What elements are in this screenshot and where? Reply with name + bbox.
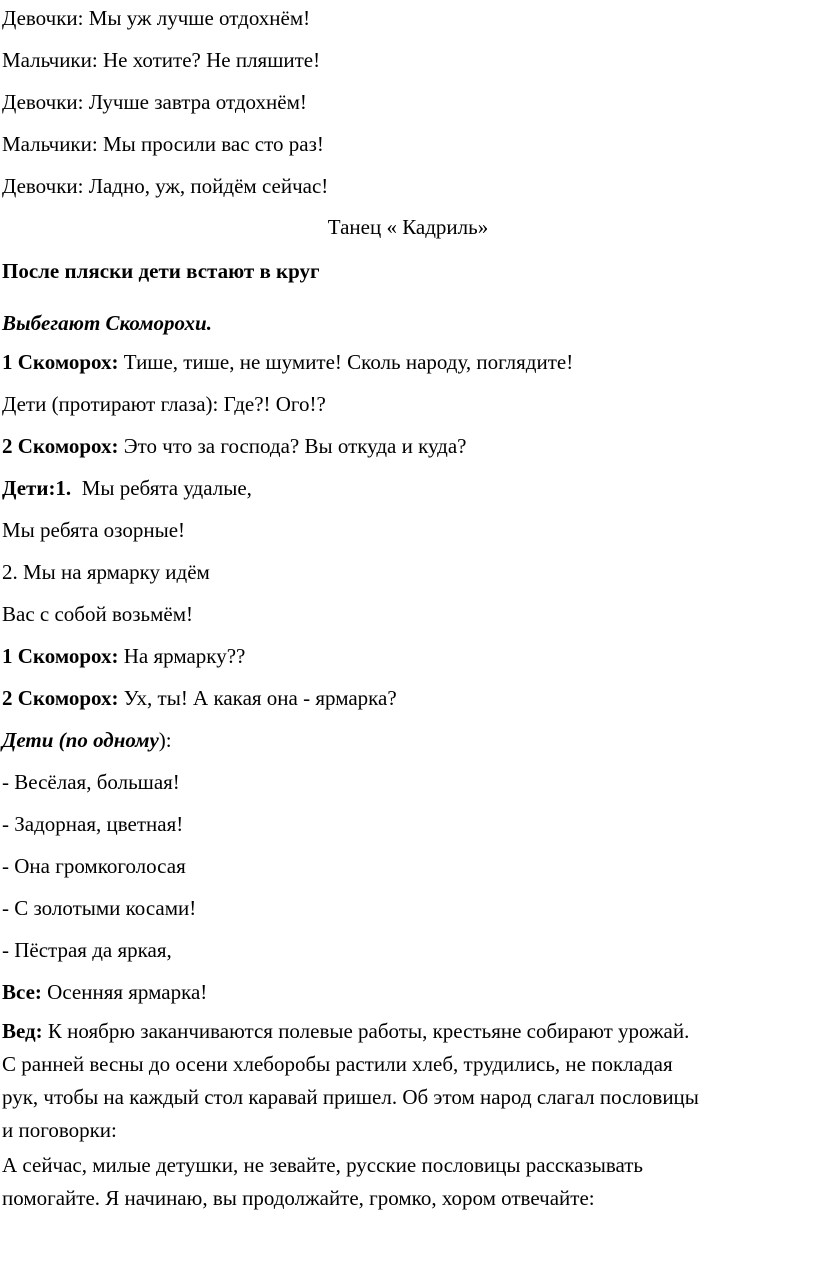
closing-paragraph-line: А сейчас, милые детушки, не зевайте, русские пословицы рассказывать (2, 1153, 644, 1177)
text-line: Девочки: Мы уж лучше отдохнём! (2, 6, 311, 30)
dialogue-text: Тише, тише, не шумите! Сколь народу, поглядите! (118, 350, 574, 374)
speaker-name: Дети:1. (2, 476, 72, 500)
stage-direction-text: После пляски дети встают в круг (2, 259, 320, 283)
dialogue-line (2, 601, 193, 627)
dialogue-text: Ух, ты! А какая она - ярмарка? (118, 686, 397, 710)
dialogue-line (2, 349, 573, 375)
dance-title: Танец « Кадриль» (327, 215, 489, 239)
speaker-name: 1 Скоморох: (2, 350, 119, 374)
host-paragraph (2, 1015, 816, 1147)
dialogue-text: Дети (протирают глаза): Где?! Ого!? (2, 392, 326, 416)
dialogue-text: Это что за господа? Вы откуда и куда? (118, 434, 467, 458)
dialogue-line (2, 517, 185, 543)
dialogue-text: Осенняя ярмарка! (41, 980, 208, 1004)
dialogue-text: 2. Мы на ярмарку идём (2, 560, 210, 584)
text-line: Мальчики: Не хотите? Не пляшите! (2, 48, 321, 72)
speaker-name: 2 Скоморох: (2, 686, 119, 710)
paragraph-text: К ноябрю заканчиваются полевые работы, крестьяне собирают урожай. (42, 1019, 690, 1043)
dialogue-text: Мы ребята озорные! (2, 518, 186, 542)
children-label: Дети (по одному (2, 728, 159, 752)
children-label-line (2, 727, 172, 753)
stage-direction (2, 258, 320, 284)
speaker-name: Вед: (2, 1019, 43, 1043)
dialogue-line (2, 559, 210, 585)
text-line: Девочки: Лучше завтра отдохнём! (2, 90, 307, 114)
dialogue-text: На ярмарку?? (118, 644, 246, 668)
text-line: Девочки: Ладно, уж, пойдём сейчас! (2, 174, 329, 198)
host-paragraph-line: рук, чтобы на каждый стол каравай пришел. Об этом народ слагал пословицы (2, 1085, 699, 1109)
closing-paragraph-line: помогайте. Я начинаю, вы продолжайте, громко, хором отвечайте: (2, 1186, 595, 1210)
dialogue-line (2, 433, 467, 459)
dialogue-line (2, 475, 252, 501)
speaker-name: 1 Скоморох: (2, 644, 119, 668)
stage-direction (2, 310, 212, 336)
dialogue-line (2, 391, 326, 417)
children-line: - С золотыми косами! (2, 896, 197, 920)
children-line: - Весёлая, большая! (2, 770, 180, 794)
dialogue-text: Мы ребята удалые, (71, 476, 252, 500)
stage-direction-text: Выбегают Скоморохи. (2, 311, 212, 335)
text-line: Мальчики: Мы просили вас сто раз! (2, 132, 324, 156)
dialogue-line (2, 685, 397, 711)
children-line: - Задорная, цветная! (2, 812, 184, 836)
all-line (2, 979, 207, 1005)
speaker-name: 2 Скоморох: (2, 434, 119, 458)
host-paragraph-line: С ранней весны до осени хлеборобы растили хлеб, трудились, не покладая (2, 1052, 673, 1076)
host-paragraph-line (2, 1015, 816, 1048)
children-label-tail: ): (158, 728, 172, 752)
speaker-name: Все: (2, 980, 42, 1004)
closing-paragraph (2, 1149, 816, 1215)
children-line: - Пёстрая да яркая, (2, 938, 172, 962)
host-paragraph-line: и поговорки: (2, 1118, 117, 1142)
dialogue-line (2, 643, 245, 669)
children-line: - Она громкоголосая (2, 854, 186, 878)
dialogue-text: Вас с собой возьмём! (2, 602, 193, 626)
